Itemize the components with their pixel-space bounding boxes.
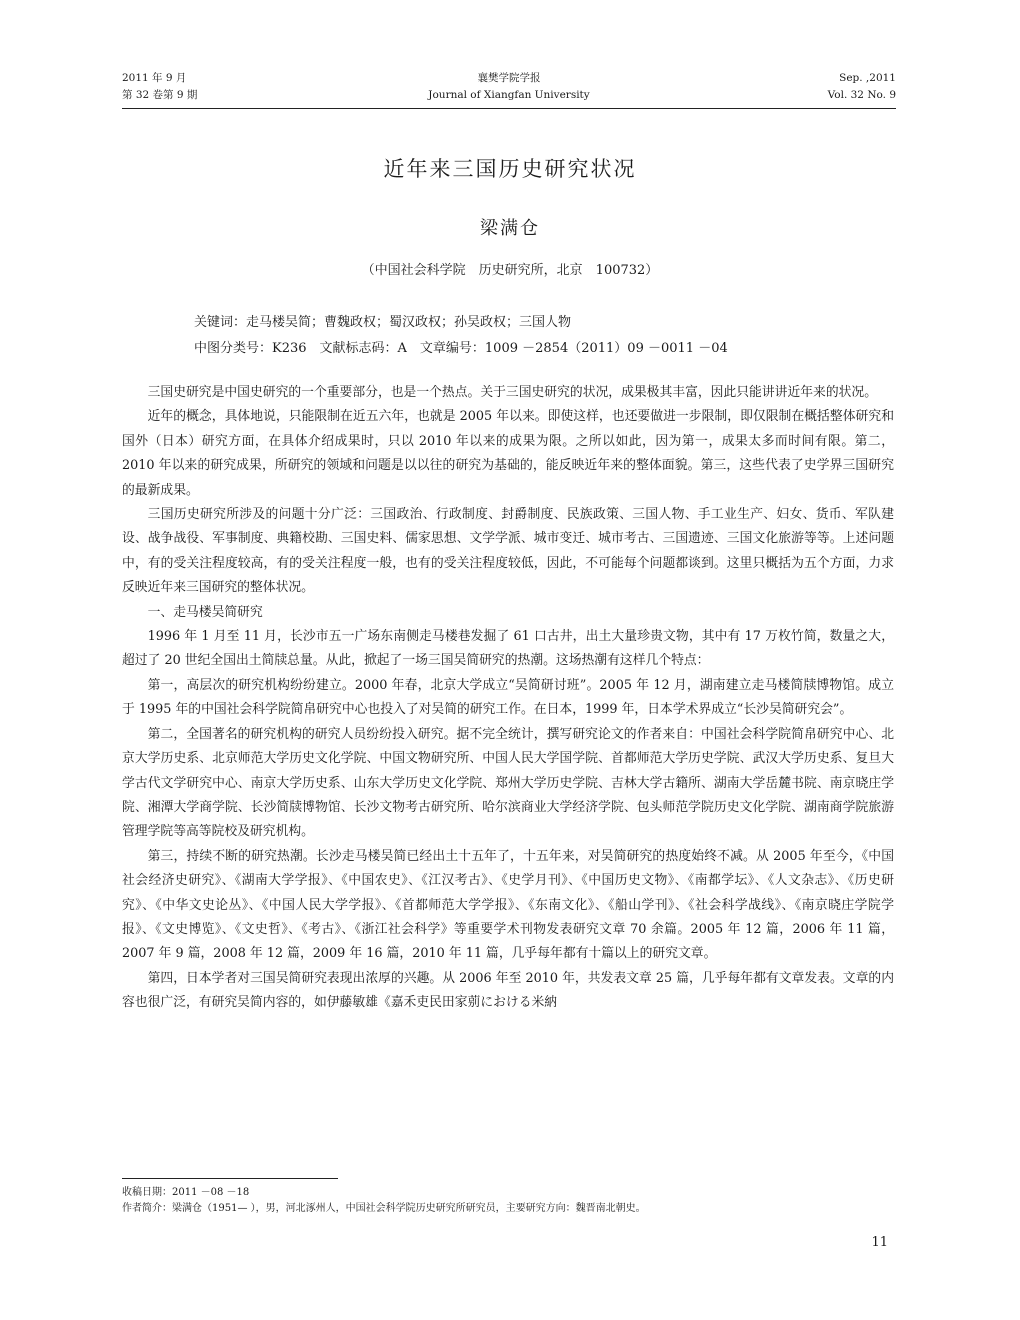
- header-date: 2011 年 9 月: [122, 72, 187, 84]
- section-heading: 一、走马楼吴简研究: [147, 604, 263, 620]
- author-bio: 作者简介：梁满仓（1951— ），男，河北涿州人，中国社会科学院历史研究所研究员，主要研究方向：魏晋南北朝史。: [122, 1203, 646, 1214]
- classification-line: 中图分类号：K236 文献标志码：A 文章编号：1009 －2854（2011）09 －0011 －04: [194, 341, 728, 356]
- paragraph: 三国史研究是中国史研究的一个重要部分，也是一个热点。关于三国史研究的状况，成果极其丰富，因此只能讲讲近年来的状况。: [147, 385, 878, 400]
- footnotes: [122, 1185, 894, 1217]
- header-journal-cn: 襄樊学院学报: [477, 72, 541, 84]
- paragraph: 第三，持续不断的研究热潮。长沙走马楼吴简已经出土十五年了，十五年来，对吴简研究的热度始终不减。从 2005 年至今，《中国社会经济史研究》、《湖南大学学报》、《中国农史》、《江汉考古》、《史学月刊》、《中国历史文物》、《南都学坛》、《人文杂志》、《历史研究》、《中华文史论丛》、《中国人民大学学报》、《首都师范大学学报》、《东南文化》、《船山学刊》、《社会科学战线》、《南京晓庄学院学报》、《文史博览》、《文史哲》、《考古》、《浙江社会科学》等重要学术刊物发表研究文章 70 余篇。2005 年 12 篇，2006 年 11 篇，2007 年 9 篇，2008 年 12 篇，2009 年 16 篇，2010 年 11 篇，几乎每年都有十篇以上的研究文章。: [122, 848, 894, 962]
- footnote-divider: [122, 1178, 338, 1179]
- received-date: 收稿日期：2011 －08 －18: [122, 1187, 250, 1198]
- article-title: 近年来三国历史研究状况: [383, 157, 637, 181]
- running-header: [122, 64, 896, 109]
- header-date-en: Sep. ,2011: [839, 72, 896, 84]
- header-journal-en: Journal of Xiangfan University: [428, 89, 590, 101]
- paragraph: 三国历史研究所涉及的问题十分广泛：三国政治、行政制度、封爵制度、民族政策、三国人物、手工业生产、妇女、货币、军队建设、战争战役、军事制度、典籍校勘、三国史料、儒家思想、文学学派、城市变迁、城市考古、三国遗迹、三国文化旅游等等。上述问题中，有的受关注程度较高，有的受关注程度一般，也有的受关注程度较低，因此，不可能每个问题都谈到。这里只概括为五个方面，力求反映近年来三国研究的整体状况。: [122, 507, 894, 596]
- page-number: 11: [871, 1235, 888, 1250]
- header-journal: [122, 70, 896, 104]
- keywords: 关键词：走马楼吴简；曹魏政权；蜀汉政权；孙吴政权；三国人物: [194, 315, 572, 330]
- header-volume: 第 32 卷第 9 期: [122, 89, 198, 101]
- article-author: 梁满仓: [480, 218, 540, 239]
- paragraph: 第四，日本学者对三国吴简研究表现出浓厚的兴趣。从 2006 年至 2010 年，共发表文章 25 篇，几乎每年都有文章发表。文章的内容也很广泛，有研究吴简内容的，如伊藤敏雄《嘉禾吏民田家莂における米納: [122, 970, 894, 1011]
- author-affiliation: （中国社会科学院 历史研究所，北京 100732）: [361, 263, 659, 278]
- article-body: [122, 381, 894, 1016]
- paragraph: 第二，全国著名的研究机构的研究人员纷纷投入研究。据不完全统计，撰写研究论文的作者来自：中国社会科学院简帛研究中心、北京大学历史系、北京师范大学历史文化学院、中国文物研究所、中国人民大学国学院、首都师范大学历史学院、武汉大学历史系、复旦大学古代文学研究中心、南京大学历史系、山东大学历史文化学院、郑州大学历史学院、吉林大学古籍所、湖南大学岳麓书院、南京晓庄学院、湘潭大学商学院、长沙简牍博物馆、长沙文物考古研究所、哈尔滨商业大学经济学院、包头师范学院历史文化学院、湖南商学院旅游管理学院等高等院校及研究机构。: [122, 726, 894, 840]
- paragraph: 1996 年 1 月至 11 月，长沙市五一广场东南侧走马楼巷发掘了 61 口古井，出土大量珍贵文物，其中有 17 万枚竹简，数量之大，超过了 20 世纪全国出土简牍总量。从此，掀起了一场三国吴简研究的热潮。这场热潮有这样几个特点：: [122, 629, 894, 669]
- paragraph: 第一，高层次的研究机构纷纷建立。2000 年春，北京大学成立“吴简研讨班”。2005 年 12 月，湖南建立走马楼简牍博物馆。成立于 1995 年的中国社会科学院简帛研究中心也投入了对吴简的研究工作。在日本，1999 年，日本学术界成立“长沙吴简研究会”。: [122, 677, 894, 718]
- header-volume-en: Vol. 32 No. 9: [827, 89, 896, 101]
- header-issue-en: [828, 70, 896, 104]
- paragraph: 近年的概念，具体地说，只能限制在近五六年，也就是 2005 年以来。即使这样，也还要做进一步限制，即仅限制在概括整体研究和国外（日本）研究方面，在具体介绍成果时，只以 2010 年以来的成果为限。之所以如此，因为第一，成果太多而时间有限。第二，2010 年以来的研究成果，所研究的领域和问题是以以往的研究为基础的，能反映近年来的整体面貌。第三，这些代表了史学界三国研究的最新成果。: [122, 409, 894, 498]
